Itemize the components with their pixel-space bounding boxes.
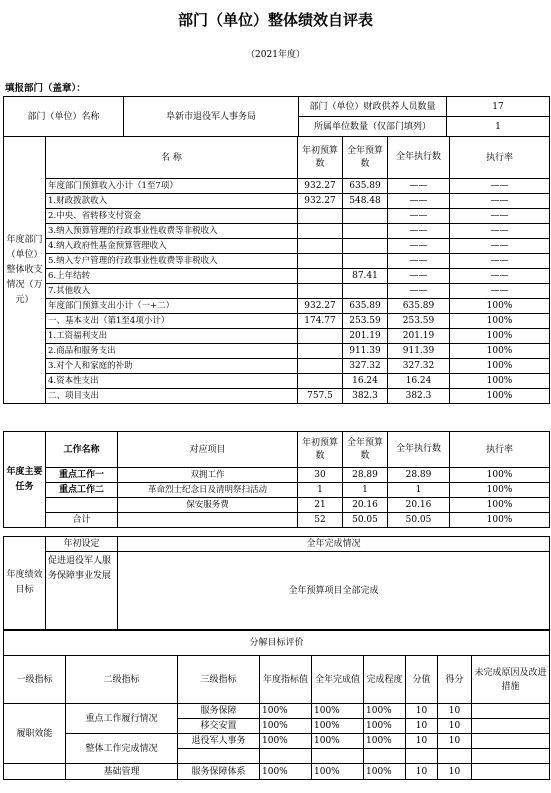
budget-row-name: 1.财政拨款收入 bbox=[46, 194, 298, 209]
col-full-header: 全年预算数 bbox=[343, 137, 388, 179]
indicator-l2: 重点工作履行情况 bbox=[66, 704, 178, 734]
budget-row-initial bbox=[298, 359, 343, 374]
budget-row-rate: —— bbox=[450, 209, 550, 224]
budget-row bbox=[4, 314, 550, 329]
budget-row-rate: —— bbox=[450, 269, 550, 284]
indicator-l3: 退役军人事务 bbox=[178, 734, 260, 749]
goals-table bbox=[3, 536, 550, 630]
budget-row-full bbox=[343, 239, 388, 254]
task-full: 1 bbox=[343, 483, 388, 498]
goal-text: 促进退役军人服务保障事业发展 bbox=[46, 552, 118, 630]
budget-row-initial bbox=[298, 374, 343, 389]
indicator-got: 10 bbox=[438, 734, 472, 749]
task-total-project bbox=[118, 513, 298, 528]
col-got-header: 得分 bbox=[438, 656, 472, 704]
indicator-l3: 服务保障 bbox=[178, 704, 260, 719]
budget-row-name: 4.资本性支出 bbox=[46, 374, 298, 389]
budget-row-rate: —— bbox=[450, 239, 550, 254]
budget-row-rate: —— bbox=[450, 224, 550, 239]
budget-row-rate: —— bbox=[450, 284, 550, 299]
col-score-header: 分值 bbox=[406, 656, 438, 704]
budget-row-initial bbox=[298, 284, 343, 299]
indicator-got: 10 bbox=[438, 719, 472, 734]
task-initial: 1 bbox=[298, 483, 343, 498]
budget-row-initial bbox=[298, 329, 343, 344]
budget-row-full bbox=[343, 284, 388, 299]
indicator-got: 10 bbox=[438, 764, 472, 780]
budget-row-initial bbox=[298, 239, 343, 254]
indicator-l2: 基础管理 bbox=[66, 764, 178, 780]
task-rate: 100% bbox=[450, 483, 550, 498]
budget-row-full: 548.48 bbox=[343, 194, 388, 209]
budget-row-full: 253.59 bbox=[343, 314, 388, 329]
budget-row-initial: 174.77 bbox=[298, 314, 343, 329]
budget-row-exec: 911.39 bbox=[388, 344, 450, 359]
budget-row-exec: —— bbox=[388, 239, 450, 254]
budget-row-exec: —— bbox=[388, 209, 450, 224]
indicator-row bbox=[4, 764, 550, 780]
budget-row bbox=[4, 299, 550, 314]
budget-row-full bbox=[343, 209, 388, 224]
budget-row-full: 635.89 bbox=[343, 299, 388, 314]
budget-row-name: 3.纳入预算管理的行政事业性收费等非税收入 bbox=[46, 224, 298, 239]
budget-row-rate: 100% bbox=[450, 389, 550, 404]
budget-row bbox=[4, 254, 550, 269]
revenue-expense-table bbox=[3, 136, 550, 404]
task-total-exec: 50.05 bbox=[388, 513, 450, 528]
task-initial: 30 bbox=[298, 468, 343, 483]
indicator-row bbox=[4, 704, 550, 719]
task-name: 重点工作一 bbox=[46, 468, 118, 483]
budget-row-initial: 932.27 bbox=[298, 179, 343, 194]
budget-row-initial: 932.27 bbox=[298, 299, 343, 314]
col-goal-complete-header: 全年完成情况 bbox=[118, 537, 550, 552]
budget-row-rate: 100% bbox=[450, 344, 550, 359]
budget-row bbox=[4, 239, 550, 254]
indicator-done bbox=[312, 749, 364, 764]
indicators-table bbox=[3, 630, 550, 780]
budget-row-rate: 100% bbox=[450, 299, 550, 314]
task-rate: 100% bbox=[450, 498, 550, 513]
task-rate: 100% bbox=[450, 468, 550, 483]
indicator-got: 10 bbox=[438, 704, 472, 719]
budget-row-full: 382.3 bbox=[343, 389, 388, 404]
budget-row-exec: —— bbox=[388, 254, 450, 269]
budget-row-name: 二、项目支出 bbox=[46, 389, 298, 404]
col-target-header: 年度指标值 bbox=[260, 656, 312, 704]
budget-row-full: 327.32 bbox=[343, 359, 388, 374]
budget-row-name: 3.对个人和家庭的补助 bbox=[46, 359, 298, 374]
task-full: 20.16 bbox=[343, 498, 388, 513]
budget-row-initial: 932.27 bbox=[298, 194, 343, 209]
budget-row-full: 911.39 bbox=[343, 344, 388, 359]
indicator-l1: 履职效能 bbox=[4, 704, 66, 764]
col-l3-header: 三级指标 bbox=[178, 656, 260, 704]
budget-row bbox=[4, 194, 550, 209]
task-project: 保安服务费 bbox=[118, 498, 298, 513]
budget-row-initial bbox=[298, 224, 343, 239]
budget-row bbox=[4, 359, 550, 374]
indicator-score: 10 bbox=[406, 704, 438, 719]
indicator-target: 100% bbox=[260, 764, 312, 780]
indicator-done: 100% bbox=[312, 764, 364, 780]
budget-row-exec: —— bbox=[388, 224, 450, 239]
budget-row-exec: —— bbox=[388, 284, 450, 299]
budget-row-full: 16.24 bbox=[343, 374, 388, 389]
indicator-reason bbox=[472, 734, 550, 749]
indicator-row bbox=[4, 734, 550, 749]
budget-row-initial bbox=[298, 209, 343, 224]
budget-row-initial bbox=[298, 269, 343, 284]
budget-row bbox=[4, 329, 550, 344]
col-degree-header: 完成程度 bbox=[364, 656, 406, 704]
col-exec-header: 全年执行数 bbox=[388, 137, 450, 179]
indicator-reason bbox=[472, 704, 550, 719]
budget-side-label: 年度部门（单位）整体收支情况（万元） bbox=[4, 137, 46, 404]
indicator-score: 10 bbox=[406, 719, 438, 734]
budget-row-name: 5.纳入专户管理的行政事业性收费等非税收入 bbox=[46, 254, 298, 269]
task-name bbox=[46, 498, 118, 513]
budget-row bbox=[4, 344, 550, 359]
budget-row-name: 6.上年结转 bbox=[46, 269, 298, 284]
budget-row-full: 635.89 bbox=[343, 179, 388, 194]
budget-row-rate: —— bbox=[450, 254, 550, 269]
task-exec: 28.89 bbox=[388, 468, 450, 483]
indicator-target: 100% bbox=[260, 704, 312, 719]
budget-row-rate: —— bbox=[450, 194, 550, 209]
indicator-degree: 100% bbox=[364, 734, 406, 749]
budget-row-exec: 16.24 bbox=[388, 374, 450, 389]
tasks-col-exec-header: 全年执行数 bbox=[388, 432, 450, 468]
tasks-col-initial-header: 年初预算数 bbox=[298, 432, 343, 468]
col-l2-header: 二级指标 bbox=[66, 656, 178, 704]
indicator-target: 100% bbox=[260, 719, 312, 734]
indicator-target: 100% bbox=[260, 734, 312, 749]
budget-row-name: 2.商品和服务支出 bbox=[46, 344, 298, 359]
tasks-table bbox=[3, 431, 550, 528]
indicators-section-title: 分解目标评价 bbox=[4, 631, 550, 656]
task-project: 双拥工作 bbox=[118, 468, 298, 483]
indicator-reason bbox=[472, 749, 550, 764]
budget-row-exec: —— bbox=[388, 269, 450, 284]
indicator-score: 10 bbox=[406, 734, 438, 749]
budget-row-name: 年度部门预算收入小计（1至7项） bbox=[46, 179, 298, 194]
col-task-header: 工作名称 bbox=[46, 432, 118, 468]
budget-row-rate: 100% bbox=[450, 329, 550, 344]
budget-row-full bbox=[343, 254, 388, 269]
task-project: 革命烈士纪念日及清明祭扫活动 bbox=[118, 483, 298, 498]
task-total-label: 合计 bbox=[46, 513, 118, 528]
col-project-header: 对应项目 bbox=[118, 432, 298, 468]
staff-count-label: 部门（单位）财政供养人员数量 bbox=[299, 97, 447, 117]
tasks-side-label: 年度主要任务 bbox=[4, 432, 46, 528]
col-name-header: 名 称 bbox=[46, 137, 298, 179]
dept-name-label: 部门（单位）名称 bbox=[4, 97, 124, 137]
budget-row-name: 1.工资福利支出 bbox=[46, 329, 298, 344]
budget-row-exec: 253.59 bbox=[388, 314, 450, 329]
budget-row bbox=[4, 179, 550, 194]
budget-row-rate: 100% bbox=[450, 314, 550, 329]
year-label: （2021年度） bbox=[246, 50, 305, 60]
col-rate-header: 执行率 bbox=[450, 137, 550, 179]
task-row bbox=[4, 498, 550, 513]
budget-row bbox=[4, 269, 550, 284]
task-full: 28.89 bbox=[343, 468, 388, 483]
budget-row-exec: 382.3 bbox=[388, 389, 450, 404]
task-row bbox=[4, 483, 550, 498]
budget-row-initial bbox=[298, 254, 343, 269]
indicator-l3 bbox=[178, 749, 260, 764]
task-row bbox=[4, 468, 550, 483]
indicator-done: 100% bbox=[312, 704, 364, 719]
budget-row-name: 2.中央、省转移支付资金 bbox=[46, 209, 298, 224]
task-name: 重点工作二 bbox=[46, 483, 118, 498]
indicator-done: 100% bbox=[312, 734, 364, 749]
budget-row-full bbox=[343, 224, 388, 239]
indicator-score: 10 bbox=[406, 764, 438, 780]
indicator-score bbox=[406, 749, 438, 764]
page-title: 部门（单位）整体绩效自评表 bbox=[177, 11, 373, 29]
indicator-reason bbox=[472, 764, 550, 780]
budget-row-name: 7.其他收入 bbox=[46, 284, 298, 299]
dept-name-value: 阜新市退役军人事务局 bbox=[124, 97, 299, 137]
budget-row-exec: 327.32 bbox=[388, 359, 450, 374]
budget-row bbox=[4, 224, 550, 239]
indicator-got bbox=[438, 749, 472, 764]
col-l1-header: 一级指标 bbox=[4, 656, 66, 704]
budget-row-name: 一、基本支出（第1至4项小计） bbox=[46, 314, 298, 329]
indicator-degree: 100% bbox=[364, 719, 406, 734]
indicator-l3: 移交安置 bbox=[178, 719, 260, 734]
staff-count-value: 17 bbox=[447, 97, 550, 117]
unit-count-label: 所属单位数量（仅部门填列） bbox=[299, 117, 447, 137]
indicator-degree: 100% bbox=[364, 764, 406, 780]
col-done-header: 全年完成值 bbox=[312, 656, 364, 704]
budget-row-exec: 201.19 bbox=[388, 329, 450, 344]
budget-row bbox=[4, 209, 550, 224]
budget-row-full: 201.19 bbox=[343, 329, 388, 344]
task-total-initial: 52 bbox=[298, 513, 343, 528]
goals-side-label: 年度绩效目标 bbox=[4, 537, 46, 630]
budget-row bbox=[4, 284, 550, 299]
indicator-reason bbox=[472, 719, 550, 734]
task-exec: 1 bbox=[388, 483, 450, 498]
budget-row-name: 4.纳入政府性基金预算管理收入 bbox=[46, 239, 298, 254]
budget-row-initial: 757.5 bbox=[298, 389, 343, 404]
budget-row-exec: 635.89 bbox=[388, 299, 450, 314]
col-initial-header: 年初预算数 bbox=[298, 137, 343, 179]
tasks-col-rate-header: 执行率 bbox=[450, 432, 550, 468]
filler-label: 填报部门（盖章）： bbox=[5, 83, 86, 94]
indicator-degree: 100% bbox=[364, 704, 406, 719]
col-reason-header: 未完成原因及改进措施 bbox=[472, 656, 550, 704]
budget-row-full: 87.41 bbox=[343, 269, 388, 284]
goal-complete-text: 全年预算项目全部完成 bbox=[118, 552, 550, 630]
budget-row-rate: —— bbox=[450, 179, 550, 194]
budget-row-initial bbox=[298, 344, 343, 359]
budget-row bbox=[4, 389, 550, 404]
budget-row-rate: 100% bbox=[450, 359, 550, 374]
col-goal-initial-header: 年初设定 bbox=[46, 537, 118, 552]
task-initial: 21 bbox=[298, 498, 343, 513]
indicator-l1-empty bbox=[4, 764, 66, 780]
task-total-rate: 100% bbox=[450, 513, 550, 528]
indicator-l3: 服务保障体系 bbox=[178, 764, 260, 780]
indicator-done: 100% bbox=[312, 719, 364, 734]
budget-row-rate: 100% bbox=[450, 374, 550, 389]
unit-count-value: 1 bbox=[447, 117, 550, 137]
indicator-target bbox=[260, 749, 312, 764]
budget-row-name: 年度部门预算支出小计（一+二） bbox=[46, 299, 298, 314]
tasks-col-full-header: 全年预算数 bbox=[343, 432, 388, 468]
task-exec: 20.16 bbox=[388, 498, 450, 513]
indicator-degree bbox=[364, 749, 406, 764]
header-table bbox=[3, 96, 550, 137]
budget-row-exec: —— bbox=[388, 194, 450, 209]
indicator-l2: 整体工作完成情况 bbox=[66, 734, 178, 764]
budget-row-exec: —— bbox=[388, 179, 450, 194]
budget-row bbox=[4, 374, 550, 389]
task-total-full: 50.05 bbox=[343, 513, 388, 528]
task-total-row bbox=[4, 513, 550, 528]
